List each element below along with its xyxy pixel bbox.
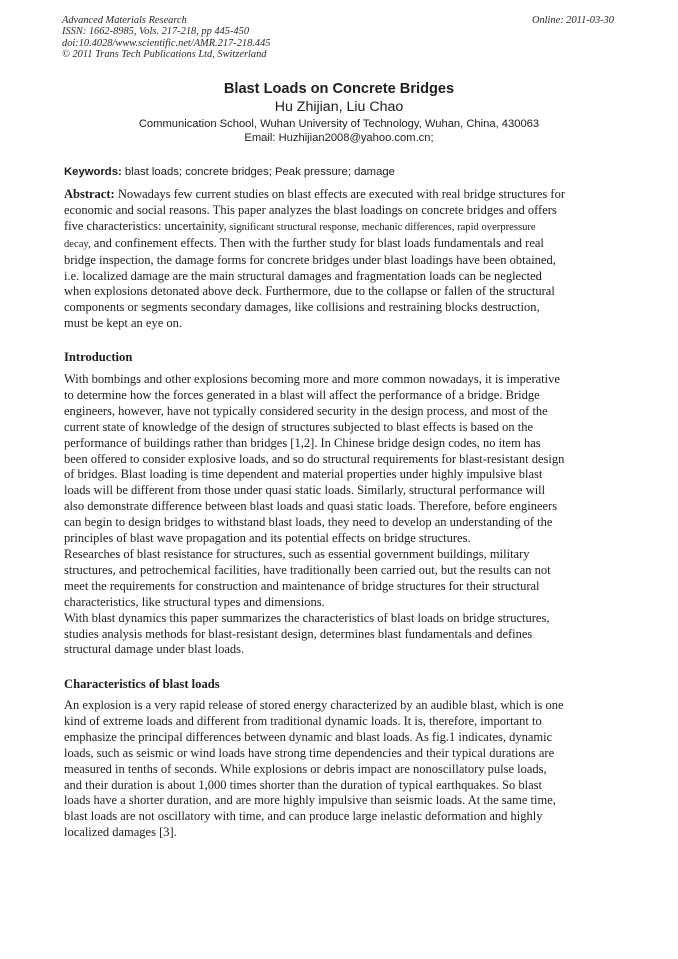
abstract-line: i.e. localized damage are the main structural damages and fragmentation loads can be neglected — [64, 268, 542, 283]
keywords-text: blast loads; concrete bridges; Peak pressure; damage — [121, 166, 395, 178]
author-email: Email: Huzhijian2008@yahoo.com.cn; — [244, 132, 434, 144]
body-line: kind of extreme loads and different from traditional dynamic loads. It is, therefore, important to — [64, 713, 542, 728]
body-line: of bridges. Blast loading is time dependent and material properties under highly impulsive blast — [64, 467, 543, 482]
introduction-heading: Introduction — [64, 350, 133, 364]
body-line: engineers, however, have not typically considered security in the design process, and most of the — [64, 403, 548, 418]
body-line: and their duration is about 1,000 times shorter than the duration of typical earthquakes. So blast — [64, 777, 543, 792]
journal-name: Advanced Materials Research — [62, 15, 187, 26]
abstract-line: decay, and confinement effects. Then with the further study for blast loads fundamentals and real — [64, 235, 544, 250]
doi: doi:10.4028/www.scientific.net/AMR.217-218.445 — [62, 37, 271, 49]
online-date: Online: 2011-03-30 — [531, 15, 614, 26]
body-line: loads, such as seismic or wind loads have strong time dependencies and their typical durations are — [64, 745, 555, 760]
affiliation: Communication School, Wuhan University of Technology, Wuhan, China, 430063 — [138, 118, 540, 130]
journal-header — [62, 15, 270, 60]
abstract-line: must be kept an eye on. — [64, 316, 183, 331]
body-line: With blast dynamics this paper summarizes the characteristics of blast loads on bridge structures, — [64, 610, 550, 625]
body-line: performance of buildings rather than bridges [1,2]. In Chinese bridge design codes, no item has — [64, 435, 541, 450]
body-line: localized damages [3]. — [64, 825, 177, 840]
body-line: structural damage under blast loads. — [64, 642, 245, 657]
body-line: characteristics, like structural types and dimensions. — [64, 594, 325, 609]
body-line: studies analysis methods for blast-resistant design, determines blast fundamentals and defines — [64, 626, 533, 641]
abstract-line: when explosions detonated above deck. Furthermore, due to the collapse or fallen of the structural — [64, 284, 555, 299]
body-line: structures, and petrochemical facilities, have traditionally been carried out, but the results can not — [64, 562, 551, 577]
keywords — [64, 166, 395, 178]
body-line: loads will be different from those under quasi static loads. Similarly, structural performance will — [64, 483, 546, 498]
characteristics-heading: Characteristics of blast loads — [64, 677, 220, 691]
body-line: can begin to design bridges to withstand blast loads, they need to develop an understanding of the — [64, 515, 553, 530]
paper-authors: Hu Zhijian, Liu Chao — [274, 99, 404, 115]
body-line: An explosion is a very rapid release of stored energy characterized by an audible blast, which is one — [64, 698, 564, 712]
characteristics-body — [64, 698, 624, 841]
abstract-label: Abstract: — [64, 187, 115, 201]
abstract-line: components or segments secondary damages, like collisions and restraining blocks destruction, — [64, 300, 540, 315]
body-line: blast loads are not oscillatory with time, and can produce large inelastic deformation and highly — [64, 809, 543, 824]
abstract-line: bridge inspection, the damage forms for concrete bridges under blast loadings have been obtained, — [64, 252, 556, 267]
body-line: to determine how the forces generated in a blast will affect the performance of a bridge. Bridge — [64, 387, 540, 402]
issn: ISSN: 1662-8985, Vols. 217-218, pp 445-450 — [62, 26, 250, 38]
abstract-line: five characteristics: uncertainity, significant structural response, mechanic differences, rapid overpressure — [64, 218, 536, 233]
abstract — [64, 187, 624, 332]
body-line: With bombings and other explosions becoming more and more common nowadays, it is imperative — [64, 372, 560, 386]
abstract-line: economic and social reasons. This paper analyzes the blast loadings on concrete bridges and offers — [64, 202, 557, 217]
body-line: Researches of blast resistance for structures, such as essential government buildings, military — [64, 546, 530, 561]
body-line: emphasize the principal differences between dynamic and blast loads. As fig.1 indicates, dynamic — [64, 729, 553, 744]
paper-title: Blast Loads on Concrete Bridges — [223, 81, 455, 97]
body-line: been offered to consider explosive loads, and so do structural requirements for blast-resistant design — [64, 451, 565, 466]
body-line: current state of knowledge of the design of structures subjected to blast effects is based on the — [64, 419, 534, 434]
body-line: principles of blast wave propagation and its potential effects on bridge structures. — [64, 531, 471, 546]
body-line: meet the requirements for construction and maintenance of bridge structures for their structural — [64, 578, 540, 593]
body-line: also demonstrate difference between blast loads and quasi static loads. Therefore, before engineers — [64, 499, 558, 514]
body-line: measured in tenths of seconds. While explosions or debris impact are nonoscillatory pulse loads, — [64, 761, 547, 776]
copyright: © 2011 Trans Tech Publications Ltd, Switzerland — [62, 48, 267, 60]
keywords-label: Keywords: — [64, 166, 122, 178]
abstract-line: Abstract: Nowadays few current studies on blast effects are executed with real bridge structures for — [64, 187, 565, 201]
body-line: loads have a shorter duration, and are more highly impulsive than seismic loads. At the same time, — [64, 793, 556, 808]
introduction-body — [64, 372, 624, 658]
